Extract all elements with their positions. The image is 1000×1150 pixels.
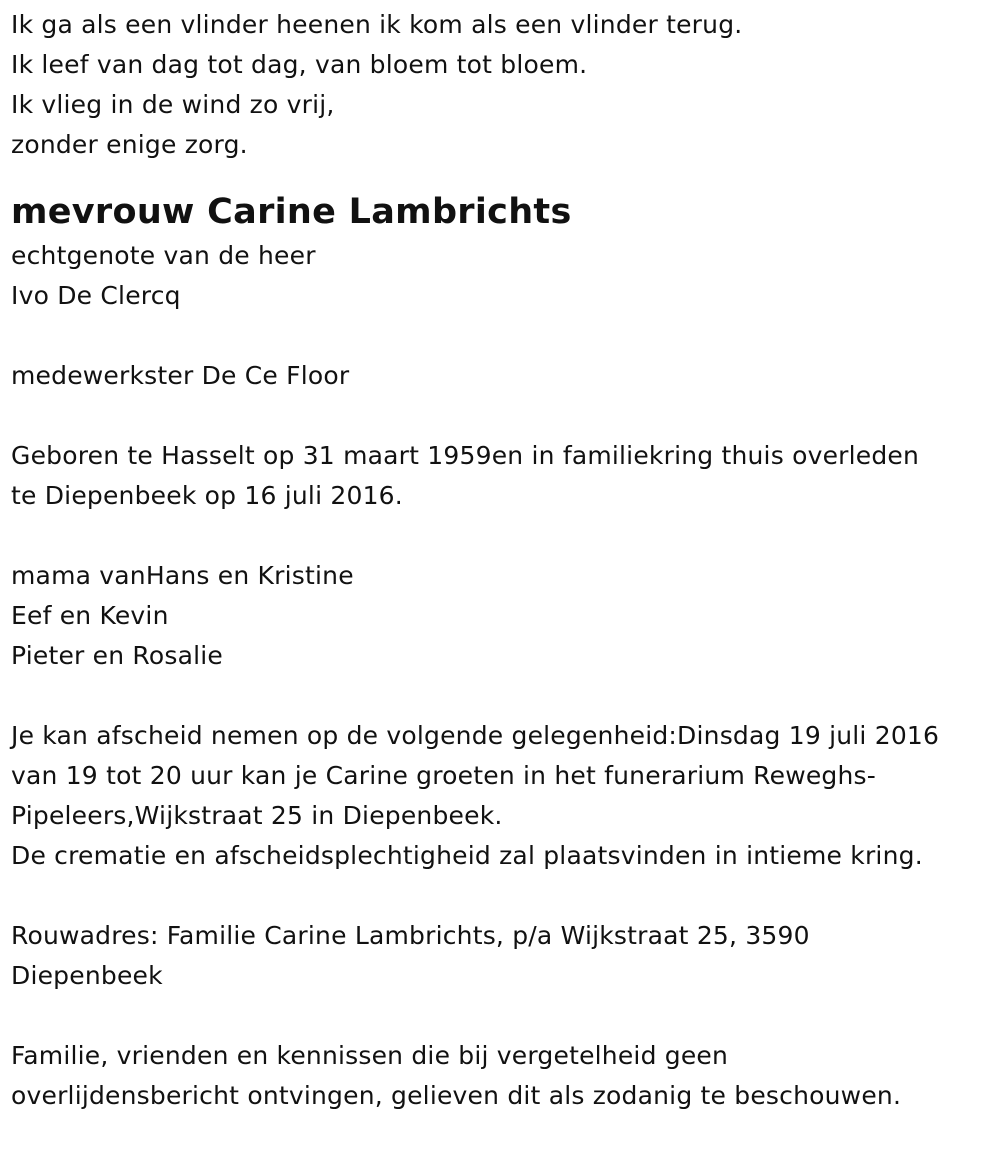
deceased-name: mevrouw Carine Lambrichts — [11, 192, 572, 232]
spouse-line: echtgenote van de heer — [11, 241, 316, 270]
occupation: medewerkster De Ce Floor — [11, 361, 350, 390]
farewell-line: Pipeleers,Wijkstraat 25 in Diepenbeek. — [11, 801, 503, 830]
spouse-section — [11, 236, 991, 316]
address-section — [11, 916, 991, 996]
farewell-line: van 19 tot 20 uur kan je Carine groeten in het funerarium Reweghs- — [11, 761, 876, 790]
spouse-line: Ivo De Clercq — [11, 281, 181, 310]
children-line: Pieter en Rosalie — [11, 641, 223, 670]
farewell-section — [11, 716, 991, 876]
notice-line: overlijdensbericht ontvingen, gelieven dit als zodanig te beschouwen. — [11, 1081, 902, 1110]
spacer — [11, 996, 991, 1036]
poem — [11, 5, 991, 165]
farewell-line: De crematie en afscheidsplechtigheid zal plaatsvinden in intieme kring. — [11, 841, 923, 870]
obituary-document — [11, 5, 991, 1116]
notice-section — [11, 1036, 991, 1116]
notice-line: Familie, vrienden en kennissen die bij vergetelheid geen — [11, 1041, 729, 1070]
spacer — [11, 396, 991, 436]
children-section — [11, 556, 991, 676]
spacer — [11, 516, 991, 556]
farewell-line: Je kan afscheid nemen op de volgende gelegenheid:Dinsdag 19 juli 2016 — [11, 721, 940, 750]
spacer — [11, 876, 991, 916]
spacer — [11, 316, 991, 356]
spacer — [11, 676, 991, 716]
poem-line: Ik vlieg in de wind zo vrij, — [11, 90, 335, 119]
address-line: Diepenbeek — [11, 961, 163, 990]
birth-death-line: Geboren te Hasselt op 31 maart 1959en in familiekring thuis overleden — [11, 441, 920, 470]
birth-death-section — [11, 436, 991, 516]
children-line: mama vanHans en Kristine — [11, 561, 354, 590]
address-line: Rouwadres: Familie Carine Lambrichts, p/a Wijkstraat 25, 3590 — [11, 921, 810, 950]
birth-death-line: te Diepenbeek op 16 juli 2016. — [11, 481, 403, 510]
children-line: Eef en Kevin — [11, 601, 169, 630]
poem-line: Ik ga als een vlinder heenen ik kom als een vlinder terug. — [11, 10, 743, 39]
poem-line: Ik leef van dag tot dag, van bloem tot bloem. — [11, 50, 588, 79]
poem-line: zonder enige zorg. — [11, 130, 248, 159]
